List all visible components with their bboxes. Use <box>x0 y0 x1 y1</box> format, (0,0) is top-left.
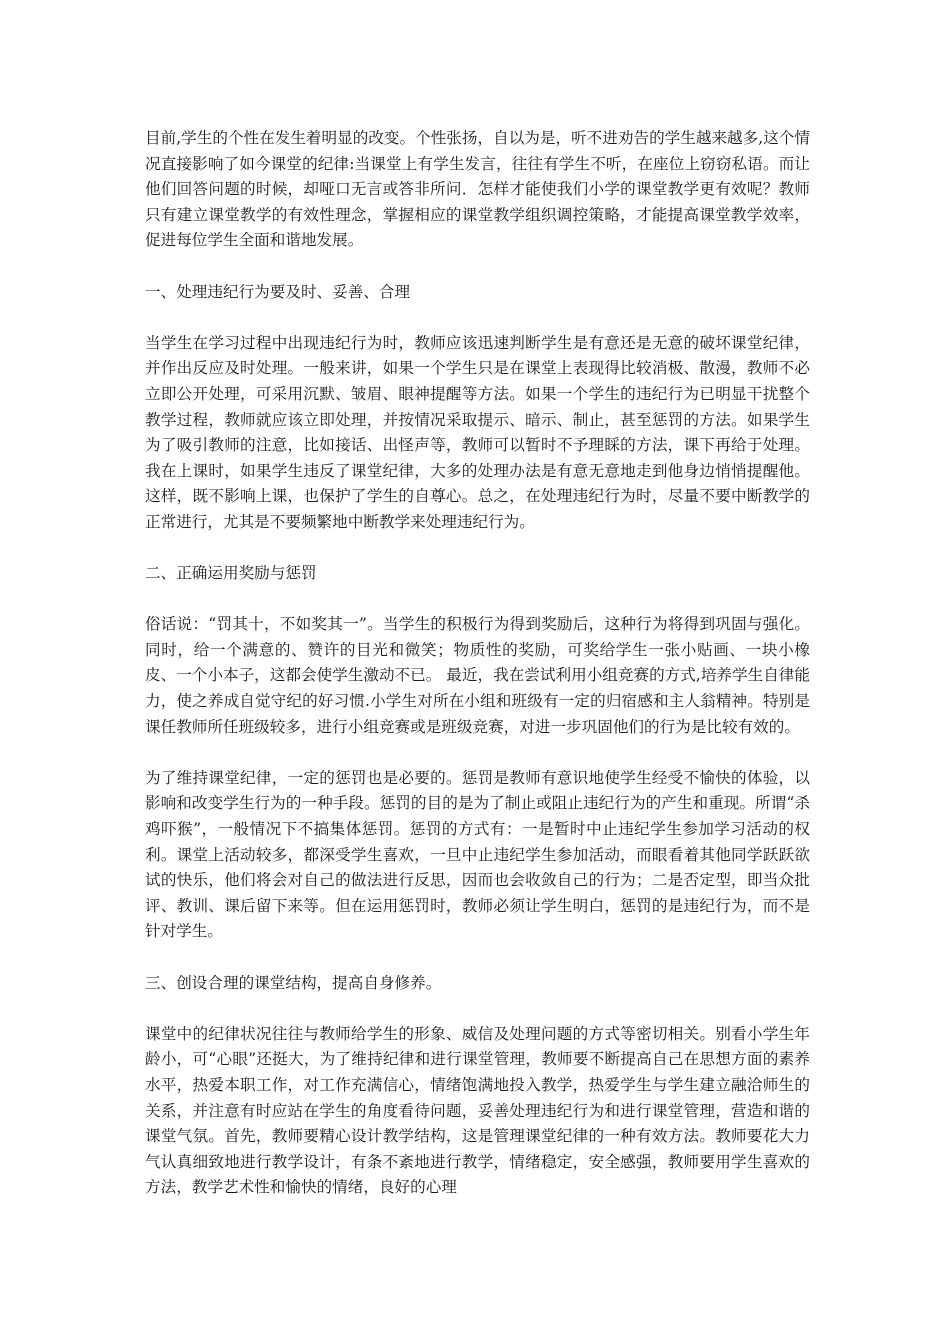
section-2-paragraph-2: 为了维持课堂纪律，一定的惩罚也是必要的。惩罚是教师有意识地使学生经受不愉快的体验，以影响和改变学生行为的一种手段。惩罚的目的是为了制止或阻止违纪行为的产生和重现。所谓“杀鸡吓猴”，一般情况下不搞集体惩罚。惩罚的方式有：一是暂时中止违纪学生参加学习活动的权利。课堂上活动较多，都深受学生喜欢，一旦中止违纪学生参加活动，而眼看着其他同学跃跃欲试的快乐，他们将会对自己的做法进行反思，因而也会收敛自己的行为；二是否定型，即当众批评、教训、课后留下来等。但在运用惩罚时，教师必须让学生明白，惩罚的是违纪行为，而不是针对学生。 <box>145 768 810 941</box>
section-2-heading: 二、正确运用奖励与惩罚 <box>145 564 317 583</box>
section-1-paragraph: 当学生在学习过程中出现违纪行为时，教师应该迅速判断学生是有意还是无意的破坏课堂纪律，并作出反应及时处理。一般来讲，如果一个学生只是在课堂上表现得比较消极、散漫，教师不必立即公开处理，可采用沉默、皱眉、眼神提醒等方法。如果一个学生的违纪行为已明显干扰整个教学过程，教师就应该立即处理，并按情况采取提示、暗示、制止，甚至惩罚的方法。如果学生为了吸引教师的注意，比如接话、出怪声等，教师可以暂时不予理睬的方法，课下再给于处理。我在上课时，如果学生违反了课堂纪律，大多的处理办法是有意无意地走到他身边悄悄提醒他。这样，既不影响上课，也保护了学生的自尊心。总之，在处理违纪行为时，尽量不要中断教学的正常进行，尤其是不要频繁地中断教学来处理违纪行为。 <box>145 333 810 531</box>
document-body <box>145 126 810 1227</box>
section-2-paragraph-1: 俗话说：“罚其十，不如奖其一”。当学生的积极行为得到奖励后，这种行为将得到巩固与强化。同时，给一个满意的、赞许的目光和微笑；物质性的奖励，可奖给学生一张小贴画、一块小橡皮、一个小本子，这都会使学生激动不已。 最近，我在尝试利用小组竞赛的方式,培养学生自律能力，使之养成自觉守纪的好习惯.小学生对所在小组和班级有一定的归宿感和主人翁精神。特别是课任教师所任班级较多，进行小组竞赛或是班级竞赛，对进一步巩固他们的行为是比较有效的。 <box>145 615 810 736</box>
section-3-paragraph: 课堂中的纪律状况往往与教师给学生的形象、威信及处理问题的方式等密切相关。别看小学生年龄小，可“心眼”还挺大，为了维持纪律和进行课堂管理，教师要不断提高自己在思想方面的素养水平，热爱本职工作，对工作充满信心，情绪饱满地投入教学，热爱学生与学生建立融洽师生的关系，并注意有时应站在学生的角度看待问题，妥善处理违纪行为和进行课堂管理，营造和谐的课堂气氛。首先，教师要精心设计教学结构，这是管理课堂纪律的一种有效方法。教师要花大力气认真细致地进行教学设计，有条不紊地进行教学，情绪稳定，安全感强，教师要用学生喜欢的方法，教学艺术性和愉快的情绪，良好的心理 <box>145 1024 810 1197</box>
section-1-heading: 一、处理违纪行为要及时、妥善、合理 <box>145 282 411 301</box>
section-3-heading: 三、创设合理的课堂结构，提高自身修养。 <box>145 973 442 992</box>
intro-paragraph: 目前,学生的个性在发生着明显的改变。个性张扬，自以为是，听不进劝告的学生越来越多,这个情况直接影响了如今课堂的纪律:当课堂上有学生发言，往往有学生不听，在座位上窃窃私语。而让他们回答问题的时候，却哑口无言或答非所问．怎样才能使我们小学的课堂教学更有效呢？教师只有建立课堂教学的有效性理念，掌握相应的课堂教学组织调控策略，才能提高课堂教学效率，促进每位学生全面和谐地发展。 <box>145 129 810 250</box>
